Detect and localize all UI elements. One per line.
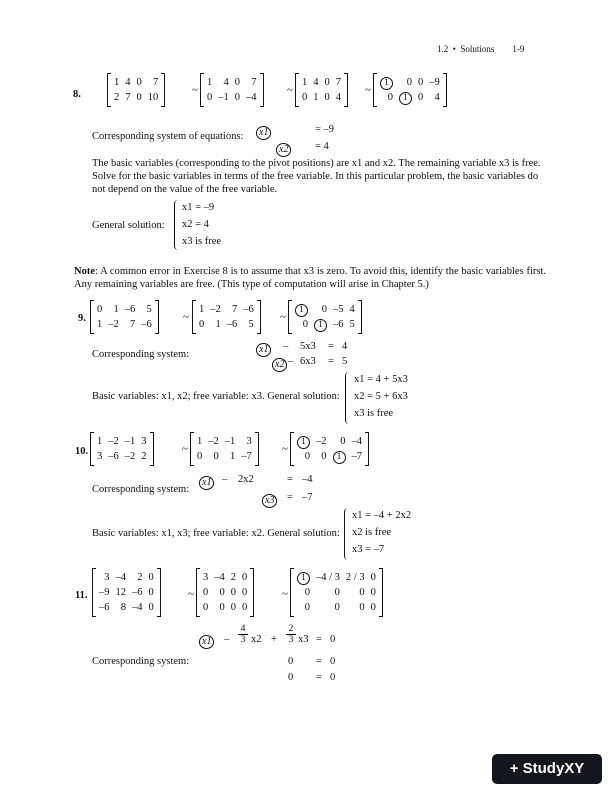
matrix-cell: 0 bbox=[136, 92, 142, 103]
ex10-gen-2: x2 is free bbox=[352, 527, 392, 538]
matrix-cell: 10 bbox=[147, 92, 159, 103]
matrix-cell: –7 bbox=[241, 451, 252, 462]
matrix-cell: 0 bbox=[97, 304, 103, 315]
ex10-matrix-3 bbox=[290, 433, 369, 465]
matrix-cell: 0 bbox=[219, 602, 225, 613]
matrix-cell: 0 bbox=[148, 587, 154, 598]
matrix-cell: 8 bbox=[120, 602, 126, 613]
ex10-basic-vars: Basic variables: x1, x3; free variable: x2. General solution: bbox=[92, 528, 340, 539]
matrix-cell: –2 bbox=[108, 319, 119, 330]
ex11-eq1: x1 bbox=[199, 631, 214, 649]
matrix-cell: 7 bbox=[153, 77, 159, 88]
ex9-matrix-2 bbox=[192, 301, 261, 333]
matrix-cell: 5 bbox=[248, 319, 254, 330]
note-paragraph: Note: A common error in Exercise 8 is to assume that x3 is zero. To avoid this, identify the basic variables first. Any remaining variables are free. (This type of computation will arise in Chapter 5.) bbox=[74, 266, 546, 290]
matrix-cell: 0 bbox=[213, 451, 219, 462]
ex9-matrix-3 bbox=[288, 301, 362, 333]
ex11-system-label: Corresponding system: bbox=[92, 656, 190, 667]
ex9-matrix-1 bbox=[90, 301, 159, 333]
matrix-cell: 1 bbox=[230, 451, 236, 462]
matrix-cell: 0 bbox=[242, 587, 248, 598]
matrix-cell: 1 bbox=[302, 77, 308, 88]
matrix-cell: 0 bbox=[242, 572, 248, 583]
matrix-cell: –6 bbox=[141, 319, 152, 330]
ex8-eq1-rhs: = –9 bbox=[315, 124, 335, 135]
matrix-cell: 0 bbox=[148, 602, 154, 613]
ex11-frac1: 4 3 bbox=[238, 624, 248, 645]
matrix-cell: 1 bbox=[199, 304, 205, 315]
matrix-cell: 3 bbox=[246, 436, 252, 447]
ex11-matrix-1 bbox=[92, 569, 161, 616]
matrix-cell: 12 bbox=[115, 587, 126, 598]
matrix-cell: 7 bbox=[125, 92, 131, 103]
ex9-eq2: x2 bbox=[272, 354, 287, 372]
matrix-cell: 0 bbox=[148, 572, 154, 583]
matrix-cell: 0 bbox=[334, 602, 340, 613]
ex10-gen-3: x3 = –7 bbox=[352, 544, 385, 555]
matrix-cell: 0 bbox=[302, 319, 308, 330]
ex10-gen-1: x1 = –4 + 2x2 bbox=[352, 510, 412, 521]
exercise-8-number: 8. bbox=[73, 89, 81, 100]
ex9-gen-3: x3 is free bbox=[354, 408, 394, 419]
ex9-basic-vars: Basic variables: x1, x2; free variable: x3. General solution: bbox=[92, 391, 340, 402]
ex9-gen-1: x1 = 4 + 5x3 bbox=[354, 374, 408, 385]
ex8-eq1-var: x1 bbox=[256, 122, 271, 140]
matrix-cell: 0 bbox=[219, 587, 225, 598]
matrix-cell: –6 bbox=[226, 319, 238, 330]
matrix-cell: 0 bbox=[340, 436, 346, 447]
ex11-matrix-2 bbox=[196, 569, 254, 616]
matrix-cell: 0 bbox=[334, 587, 340, 598]
matrix-cell: 0 bbox=[418, 77, 424, 88]
matrix-cell: 1 bbox=[311, 317, 330, 332]
matrix-cell: 1 bbox=[294, 434, 313, 449]
matrix-cell: 2 bbox=[141, 451, 147, 462]
exercise-11-number: 11. bbox=[75, 590, 88, 601]
matrix-cell: 0 bbox=[370, 587, 376, 598]
matrix-cell: 0 bbox=[230, 602, 236, 613]
matrix-cell: 4 bbox=[434, 92, 440, 103]
matrix-cell: –2 bbox=[208, 436, 219, 447]
matrix-cell: –4 bbox=[214, 572, 225, 583]
ex8-explanation: The basic variables (corresponding to the pivot positions) are x1 and x2. The remaining variable x3 is free. Solve for the basic variables in terms of the free variable. In this particular problem, the basic variables do not depend on the value of the free variable. bbox=[92, 158, 541, 195]
matrix-cell: –4 bbox=[132, 602, 143, 613]
matrix-cell: –9 bbox=[429, 77, 440, 88]
matrix-cell: 0 bbox=[197, 451, 203, 462]
matrix-cell: 5 bbox=[349, 319, 355, 330]
matrix-cell: 3 bbox=[203, 572, 209, 583]
matrix-cell: –4 bbox=[351, 436, 362, 447]
ex10-eq2: x3 bbox=[262, 490, 277, 508]
matrix-cell: 1 bbox=[215, 319, 221, 330]
matrix-cell: –2 bbox=[124, 451, 136, 462]
matrix-cell: 0 bbox=[370, 572, 376, 583]
matrix-cell: 3 bbox=[97, 451, 103, 462]
ex9-eq1: x1 bbox=[256, 339, 271, 357]
ex8-gen-1: x1 = –9 bbox=[182, 202, 215, 213]
ex8-matrix-1 bbox=[107, 74, 165, 106]
matrix-cell: –1 bbox=[224, 436, 236, 447]
matrix-cell: 1 bbox=[330, 449, 349, 464]
matrix-cell: –7 bbox=[351, 451, 362, 462]
matrix-cell: 1 bbox=[292, 302, 311, 317]
studyxy-logo: + StudyXY bbox=[492, 754, 602, 784]
matrix-cell: 0 bbox=[136, 77, 142, 88]
matrix-cell: 0 bbox=[324, 77, 330, 88]
matrix-cell: –2 bbox=[210, 304, 221, 315]
ex9-system-label: Corresponding system: bbox=[92, 349, 190, 360]
matrix-cell: 0 bbox=[359, 587, 365, 598]
matrix-cell: 0 bbox=[321, 451, 327, 462]
matrix-cell: 0 bbox=[406, 77, 412, 88]
exercise-9-number: 9. bbox=[78, 313, 86, 324]
matrix-cell: 0 bbox=[387, 92, 393, 103]
matrix-cell: –6 bbox=[132, 587, 143, 598]
matrix-cell: 0 bbox=[203, 602, 209, 613]
matrix-cell: –4 bbox=[115, 572, 126, 583]
matrix-cell: 7 bbox=[251, 77, 257, 88]
matrix-cell: 3 bbox=[141, 436, 147, 447]
matrix-cell: –4 bbox=[246, 92, 257, 103]
matrix-cell: –6 bbox=[333, 319, 344, 330]
ex8-gen-2: x2 = 4 bbox=[182, 219, 209, 230]
matrix-cell: 7 bbox=[335, 77, 341, 88]
matrix-cell: 2 / 3 bbox=[345, 572, 365, 583]
matrix-cell: –1 bbox=[124, 436, 136, 447]
matrix-cell: –5 bbox=[333, 304, 344, 315]
matrix-cell: 1 bbox=[377, 75, 396, 90]
matrix-cell: 7 bbox=[130, 319, 136, 330]
matrix-cell: –2 bbox=[316, 436, 327, 447]
matrix-cell: 1 bbox=[396, 90, 415, 105]
matrix-cell: –6 bbox=[124, 304, 136, 315]
ex9-gen-2: x2 = 5 + 6x3 bbox=[354, 391, 408, 402]
matrix-cell: 2 bbox=[137, 572, 143, 583]
matrix-cell: 0 bbox=[324, 92, 330, 103]
matrix-cell: 0 bbox=[321, 304, 327, 315]
matrix-cell: 0 bbox=[242, 602, 248, 613]
matrix-cell: 0 bbox=[199, 319, 205, 330]
matrix-cell: 2 bbox=[230, 572, 236, 583]
matrix-cell: 1 bbox=[114, 77, 120, 88]
ex8-matrix-2 bbox=[200, 74, 264, 106]
matrix-cell: –4 / 3 bbox=[316, 572, 340, 583]
matrix-cell: 1 bbox=[113, 304, 119, 315]
matrix-cell: 0 bbox=[304, 602, 310, 613]
matrix-cell: 0 bbox=[359, 602, 365, 613]
matrix-cell: 7 bbox=[232, 304, 238, 315]
exercise-10-number: 10. bbox=[75, 446, 89, 457]
matrix-cell: 0 bbox=[418, 92, 424, 103]
matrix-cell: 4 bbox=[223, 77, 229, 88]
ex8-system-label: Corresponding system of equations: bbox=[92, 131, 244, 142]
matrix-cell: 1 bbox=[97, 436, 103, 447]
matrix-cell: –9 bbox=[99, 587, 110, 598]
matrix-cell: 2 bbox=[114, 92, 120, 103]
matrix-cell: 4 bbox=[349, 304, 355, 315]
ex10-matrix-2 bbox=[190, 433, 259, 465]
matrix-cell: –6 bbox=[108, 451, 119, 462]
ex11-matrix-3 bbox=[290, 569, 383, 616]
matrix-cell: –1 bbox=[218, 92, 229, 103]
matrix-cell: 0 bbox=[234, 77, 240, 88]
ex10-system-label: Corresponding system: bbox=[92, 484, 190, 495]
ex8-eq2-var: x2 bbox=[276, 139, 291, 157]
ex8-general-label: General solution: bbox=[92, 220, 165, 231]
matrix-cell: –6 bbox=[99, 602, 110, 613]
matrix-cell: 1 bbox=[294, 570, 313, 585]
matrix-cell: 0 bbox=[234, 92, 240, 103]
matrix-cell: 0 bbox=[203, 587, 209, 598]
matrix-cell: 4 bbox=[313, 77, 319, 88]
matrix-cell: 1 bbox=[197, 436, 203, 447]
matrix-cell: 0 bbox=[207, 92, 213, 103]
matrix-cell: 0 bbox=[370, 602, 376, 613]
ex8-matrix-3 bbox=[295, 74, 348, 106]
matrix-cell: 1 bbox=[207, 77, 213, 88]
matrix-cell: –6 bbox=[243, 304, 254, 315]
matrix-cell: 5 bbox=[146, 304, 152, 315]
matrix-cell: 1 bbox=[97, 319, 103, 330]
ex8-gen-3: x3 is free bbox=[182, 236, 222, 247]
header-section: 1.2 • Solutions 1-9 bbox=[437, 44, 525, 54]
matrix-cell: –2 bbox=[108, 436, 119, 447]
matrix-cell: 4 bbox=[335, 92, 341, 103]
matrix-cell: 0 bbox=[304, 587, 310, 598]
ex10-matrix-1 bbox=[90, 433, 154, 465]
ex8-eq2-rhs: = 4 bbox=[315, 141, 329, 152]
ex10-eq1: x1 bbox=[199, 472, 214, 490]
matrix-cell: 3 bbox=[104, 572, 110, 583]
matrix-cell: 0 bbox=[304, 451, 310, 462]
matrix-cell: 0 bbox=[230, 587, 236, 598]
ex11-frac2: 2 3 bbox=[286, 624, 296, 645]
matrix-cell: 1 bbox=[313, 92, 319, 103]
ex8-matrix-4 bbox=[373, 74, 447, 106]
matrix-cell: 0 bbox=[302, 92, 308, 103]
matrix-cell: 4 bbox=[125, 77, 131, 88]
